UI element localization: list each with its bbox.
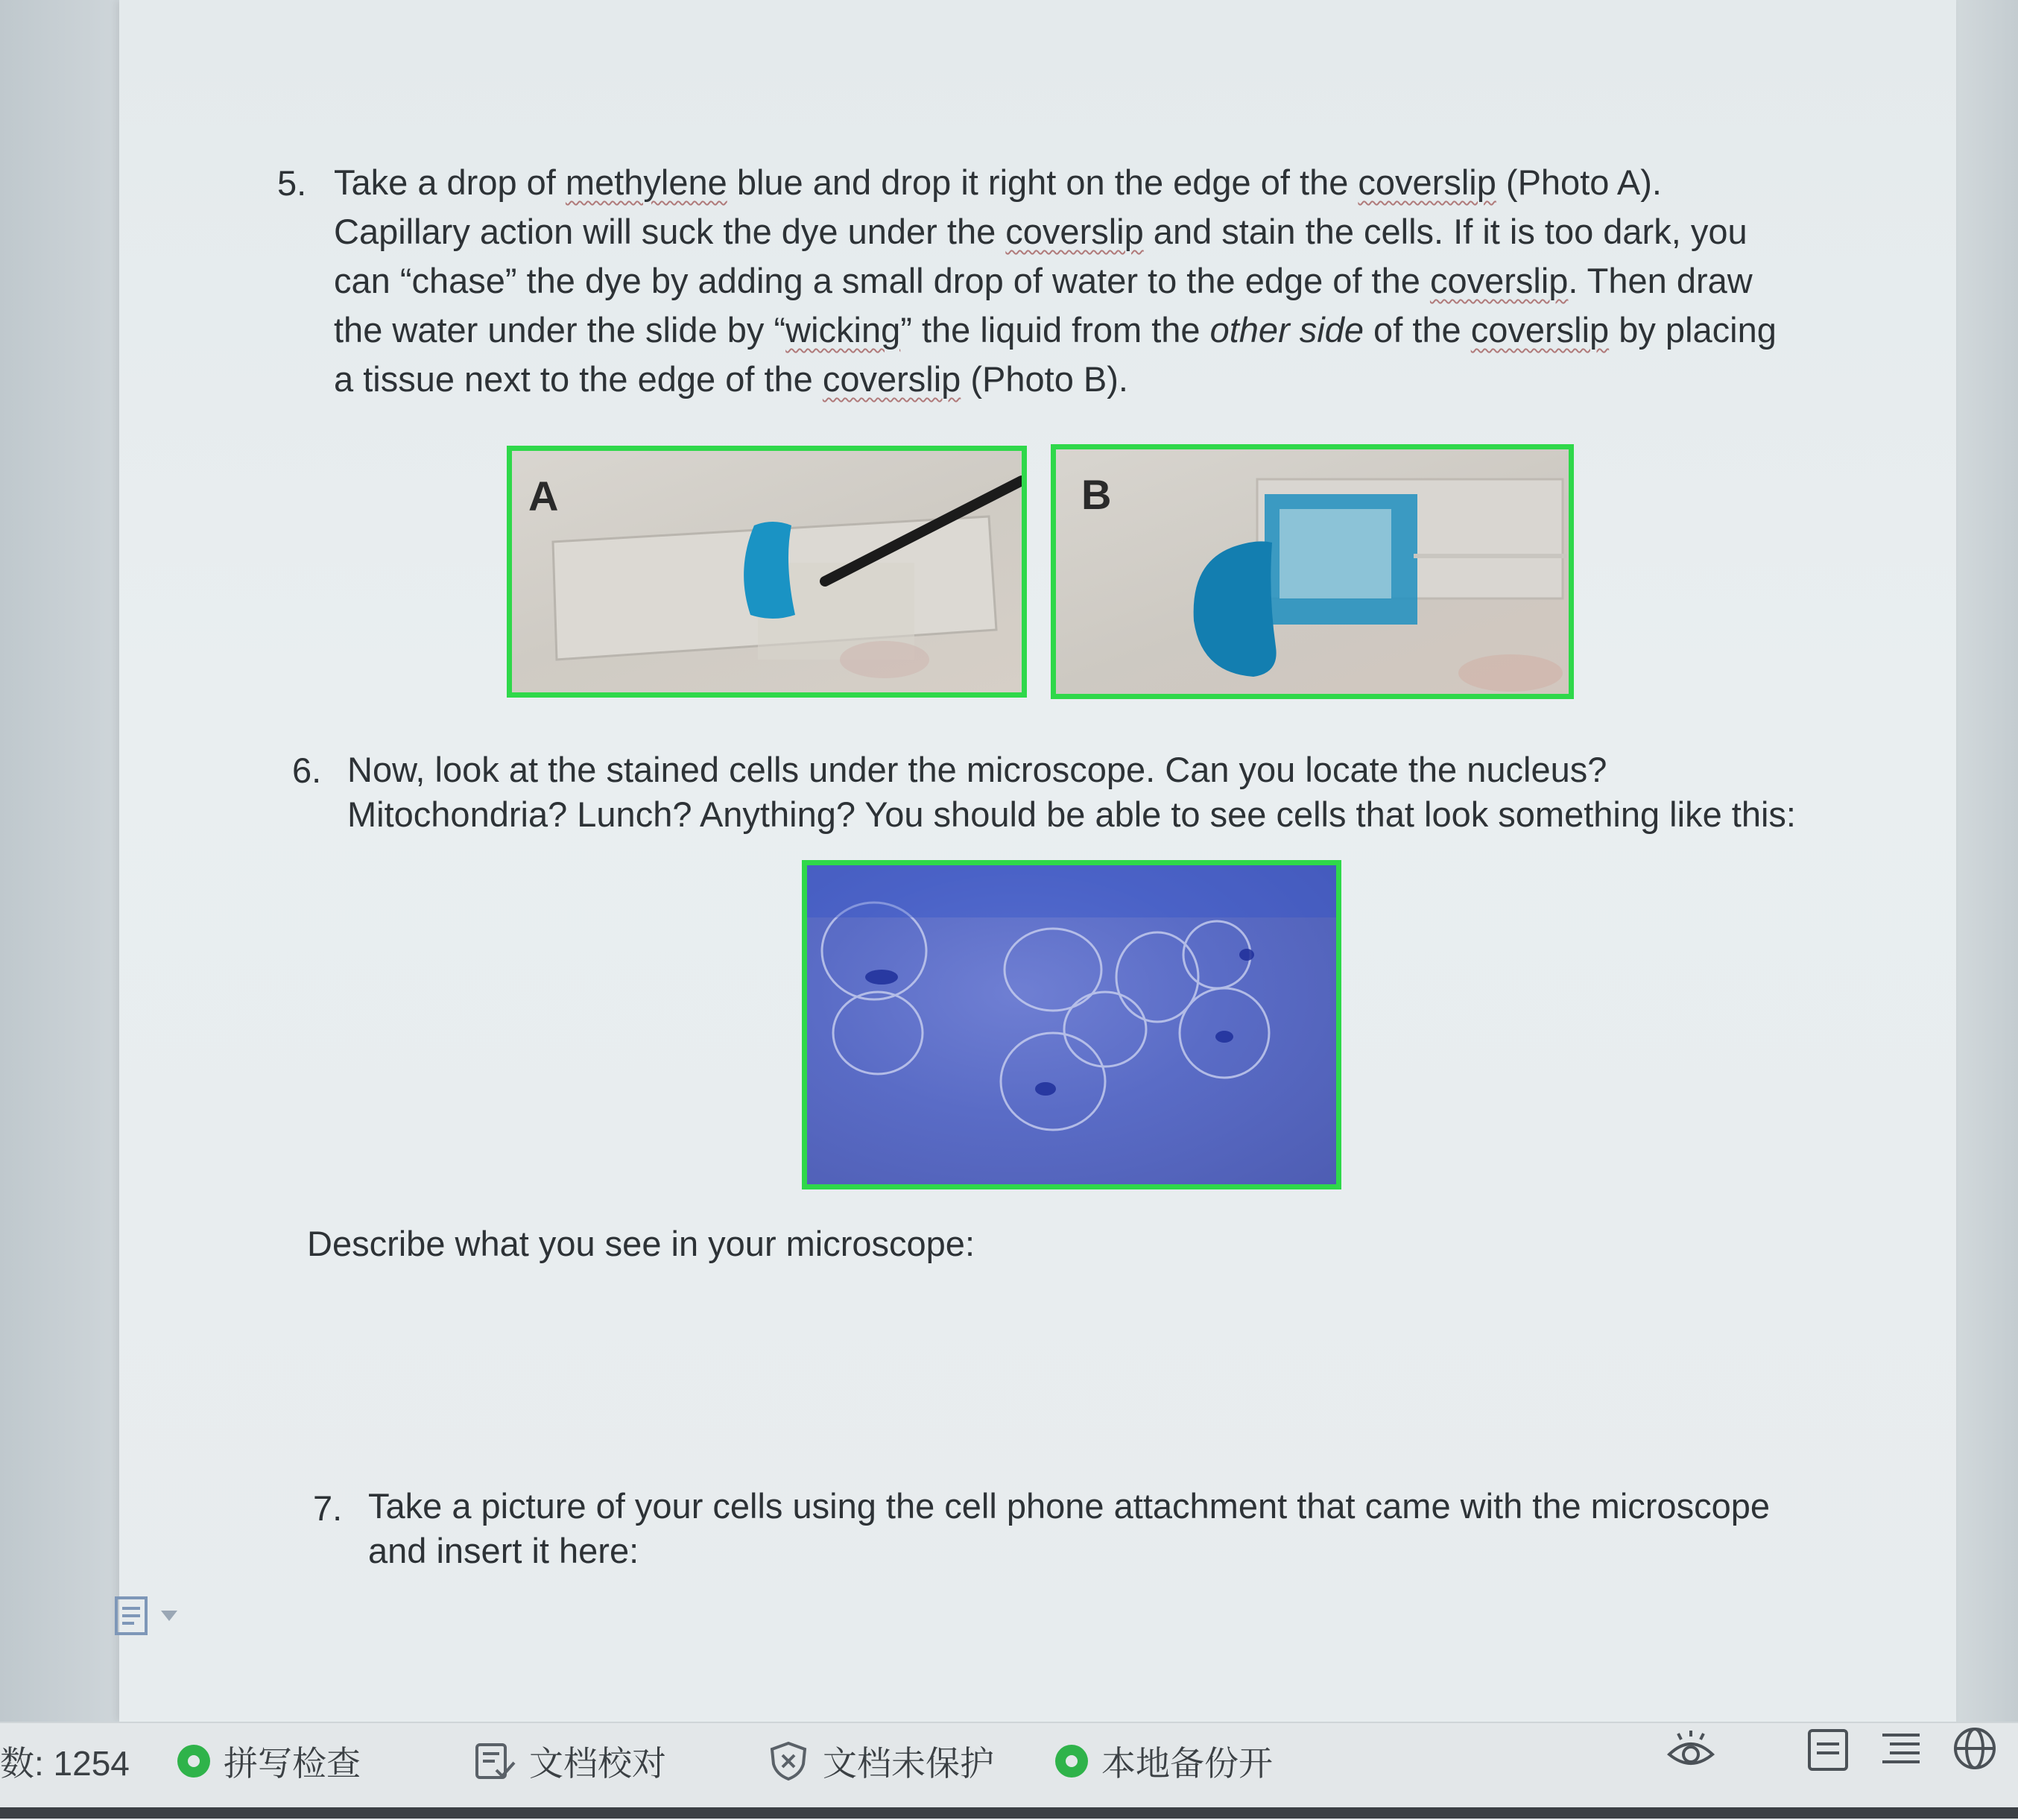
- flagged-word: coverslip: [1429, 261, 1569, 300]
- photo-b-image: [1056, 449, 1569, 694]
- step-5-line: [334, 306, 1899, 355]
- step-7-number: 7.: [313, 1488, 343, 1528]
- step-6-line-1: Now, look at the stained cells under the microscope. Can you locate the nucleus?: [347, 750, 1607, 789]
- stain-smudge: [1458, 654, 1563, 692]
- flagged-word: coverslip: [1470, 310, 1610, 350]
- eye-protection-button[interactable]: [1665, 1726, 1717, 1778]
- text-run: (Photo A).: [1496, 162, 1662, 202]
- photo-a-image: [512, 451, 1022, 692]
- nucleus: [1215, 1031, 1233, 1043]
- flagged-word: coverslip: [1005, 212, 1144, 251]
- text-run: by placing: [1609, 310, 1777, 350]
- describe-prompt: Describe what you see in your microscope:: [307, 1224, 975, 1263]
- cell: [1005, 929, 1101, 1011]
- cell: [1064, 992, 1146, 1067]
- text-run: the water under the slide by “: [334, 310, 786, 350]
- text-run: a tissue next to the edge of the: [334, 359, 823, 399]
- proofread-label: 文档校对: [529, 1744, 666, 1783]
- text-run: . Then draw: [1568, 261, 1753, 300]
- nucleus: [1239, 949, 1254, 961]
- globe-icon: [1951, 1725, 1999, 1772]
- backup-label: 本地备份开: [1101, 1744, 1273, 1783]
- photo-a[interactable]: [507, 446, 1027, 698]
- step-5-number: 5.: [277, 163, 307, 203]
- protection-label: 文档未保护: [823, 1744, 994, 1783]
- stain-smudge: [840, 641, 929, 678]
- step-6-number: 6.: [292, 751, 322, 790]
- text-run: and stain the cells. If it is too dark, you: [1143, 212, 1747, 251]
- proofread-icon: [474, 1740, 516, 1782]
- paragraph-options[interactable]: [113, 1595, 177, 1637]
- nucleus: [1035, 1082, 1056, 1096]
- nucleus: [865, 970, 898, 985]
- italic-text: other side: [1209, 310, 1364, 350]
- photo-b-label: B: [1081, 471, 1112, 518]
- text-run: (Photo B).: [961, 359, 1128, 399]
- page-view-icon: [1806, 1728, 1850, 1772]
- flagged-word: wicking: [785, 310, 901, 350]
- microscope-photo[interactable]: [802, 860, 1341, 1189]
- proofread-button[interactable]: [474, 1737, 666, 1786]
- dark-region: [807, 865, 1336, 917]
- backup-button[interactable]: [1055, 1737, 1273, 1786]
- word-count[interactable]: [0, 1737, 130, 1786]
- coverslip-light-area: [1280, 509, 1391, 598]
- step-5-line: [334, 256, 1899, 306]
- step-5-line: [334, 355, 1899, 404]
- step-7-line-2: and insert it here:: [368, 1531, 639, 1570]
- list-icon: [1879, 1728, 1923, 1772]
- photo-a-label: A: [528, 473, 559, 519]
- status-on-icon: [1055, 1745, 1088, 1778]
- outline-view-button[interactable]: [1879, 1728, 1923, 1776]
- step-5-line: [334, 158, 1899, 207]
- photo-b[interactable]: [1051, 444, 1574, 699]
- answer-area[interactable]: [307, 1282, 1872, 1453]
- step-5-text: [334, 158, 1899, 404]
- text-run: Capillary action will suck the dye under the: [334, 212, 1006, 251]
- text-run: can “chase” the dye by adding a small drop of water to the edge of the: [334, 261, 1430, 300]
- step-6-line-2: Mitochondria? Lunch? Anything? You should be able to see cells that look something like this:: [347, 794, 1796, 834]
- flagged-word: coverslip: [1358, 162, 1496, 202]
- cell: [833, 992, 923, 1074]
- chevron-down-icon[interactable]: [161, 1611, 177, 1621]
- step-5-line: [334, 207, 1899, 256]
- status-on-icon: [177, 1745, 210, 1778]
- text-run: blue and drop it right on the edge of the: [727, 162, 1358, 202]
- tissue-blot: [1194, 541, 1277, 677]
- spell-check-button[interactable]: [177, 1737, 361, 1786]
- page-view-button[interactable]: [1806, 1728, 1850, 1776]
- text-run: of the: [1364, 310, 1471, 350]
- text-run: Take a drop of: [334, 162, 566, 202]
- cells-image: [807, 865, 1336, 1184]
- dye-drop: [744, 522, 795, 619]
- screen-bezel: [0, 1807, 2018, 1819]
- step-7-line-1: Take a picture of your cells using the cell phone attachment that came with the microscope: [368, 1486, 1770, 1526]
- cell: [1001, 1033, 1105, 1130]
- eye-icon: [1665, 1726, 1717, 1774]
- spell-check-label: 拼写检查: [224, 1744, 361, 1783]
- text-run: ” the liquid from the: [900, 310, 1210, 350]
- web-view-button[interactable]: [1951, 1725, 1999, 1776]
- right-gutter: [1955, 0, 2018, 1722]
- protection-button[interactable]: [768, 1737, 994, 1786]
- flagged-word: methylene: [565, 162, 727, 202]
- tissue-strip: [1414, 554, 1566, 558]
- document-outline-icon: [113, 1595, 151, 1637]
- flagged-word: coverslip: [822, 359, 961, 399]
- word-count-text: 数: 1254: [0, 1744, 130, 1783]
- shield-icon: [768, 1740, 809, 1782]
- left-gutter: [0, 0, 123, 1722]
